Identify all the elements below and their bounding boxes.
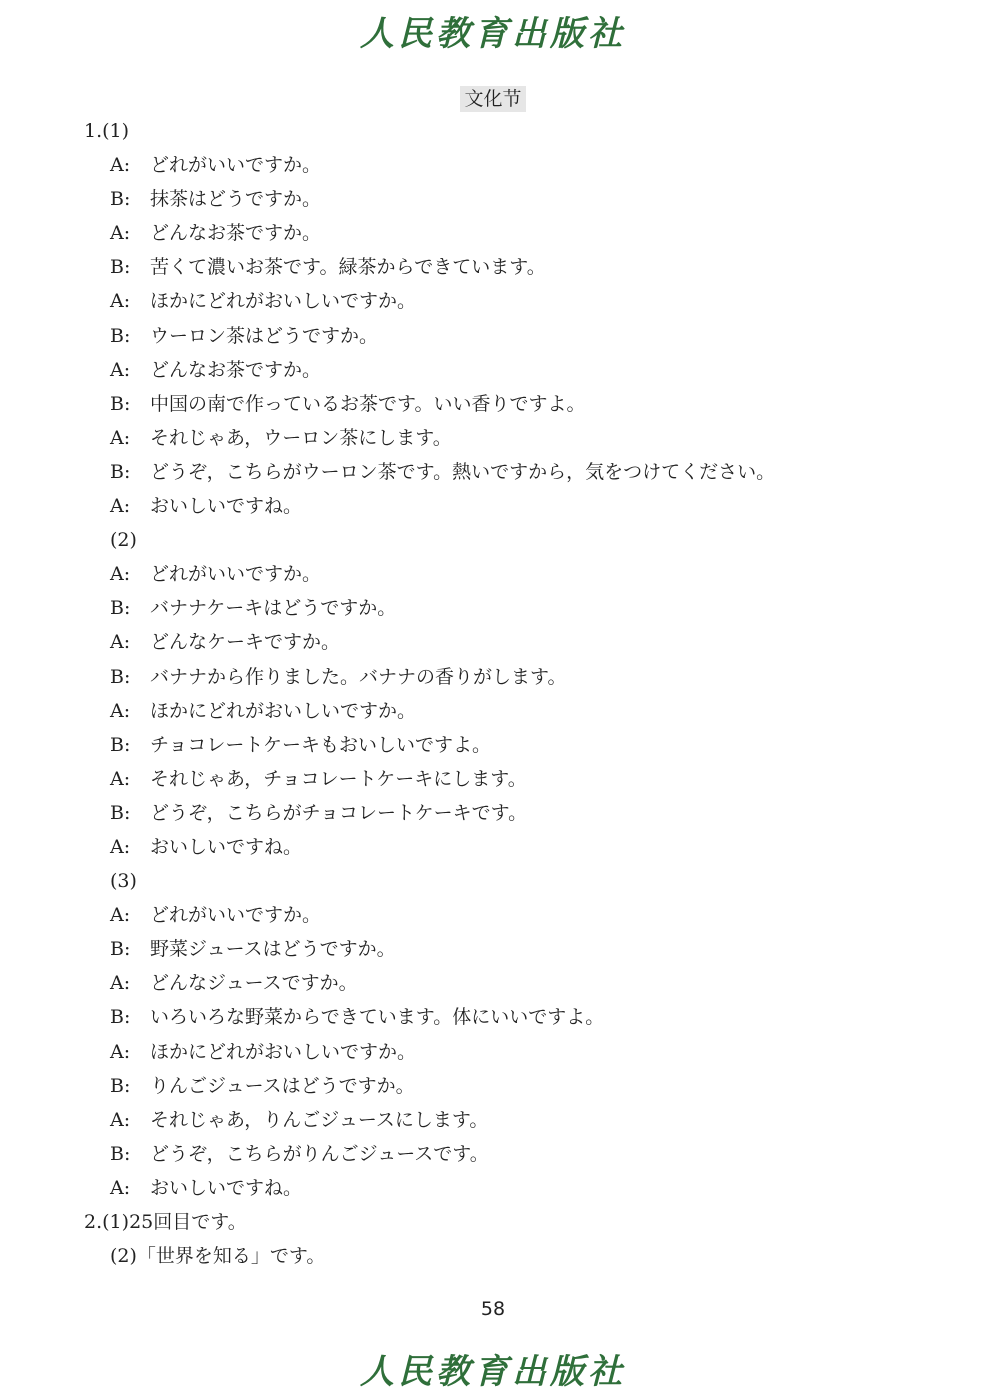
dialogue-line: [84, 1002, 944, 1036]
answer-text: 25回目です。: [129, 1211, 247, 1233]
dialogue-line: [84, 1139, 944, 1173]
dialogue-line: [84, 696, 944, 730]
speaker-label: B:: [110, 324, 131, 347]
dialogue-line: [84, 559, 944, 593]
dialogue-line: [84, 934, 944, 968]
dialogue-line: [84, 662, 944, 696]
speaker-label: B:: [110, 665, 131, 688]
speaker-label: A:: [110, 358, 131, 381]
answer-text: 「世界を知る」です。: [136, 1245, 326, 1268]
dialogue-text: どんなジュースですか。: [150, 972, 358, 995]
dialogue-text: どんなケーキですか。: [150, 631, 341, 654]
dialogue-line: [84, 491, 944, 525]
dialogue-text: どれがいいですか。: [150, 154, 322, 177]
part-label: (3): [110, 870, 137, 893]
dialogue-text: おいしいですね。: [150, 835, 303, 858]
speaker-label: B:: [110, 256, 131, 279]
dialogue-text: 中国の南で作っているお茶です。いい香りですよ。: [150, 392, 586, 415]
speaker-label: A:: [110, 1108, 131, 1131]
dialogue-text: どんなお茶ですか。: [150, 222, 322, 245]
speaker-label: A:: [110, 426, 131, 449]
dialogue-line: [84, 286, 944, 320]
speaker-label: A:: [110, 495, 131, 518]
dialogue-text: 抹茶はどうですか。: [150, 188, 322, 211]
speaker-label: B:: [110, 188, 131, 211]
speaker-label: B:: [110, 1074, 131, 1097]
part-heading: [84, 116, 944, 150]
dialogue-text: チョコレートケーキもおいしいですよ。: [150, 733, 492, 756]
dialogue-line: [84, 1037, 944, 1071]
speaker-label: B:: [110, 733, 131, 756]
dialogue-line: [84, 1173, 944, 1207]
speaker-label: B:: [110, 392, 131, 415]
page-number: 58: [480, 1298, 506, 1320]
speaker-label: A:: [110, 563, 131, 586]
dialogue-line: [84, 355, 944, 389]
dialogue-line: [84, 457, 944, 491]
answer-label: (2): [110, 1245, 137, 1268]
dialogue-line: [84, 252, 944, 286]
dialogue-line: [84, 764, 944, 798]
dialogue-line: [84, 832, 944, 866]
dialogue-text: それじゃあ，チョコレートケーキにします。: [150, 767, 527, 790]
publisher-logo-top: 人民教育出版社: [360, 14, 626, 54]
dialogue-line: [84, 218, 944, 252]
dialogue-text: りんごジュースはどうですか。: [150, 1074, 415, 1097]
dialogue-line: [84, 627, 944, 661]
answer-line: [84, 1241, 944, 1275]
answer-line: [84, 1207, 944, 1241]
speaker-label: A:: [110, 767, 131, 790]
part-label: (1): [102, 120, 130, 142]
dialogue-text: 苦くて濃いお茶です。緑茶からできています。: [150, 256, 546, 279]
dialogue-text: おいしいですね。: [150, 1176, 303, 1199]
dialogue-text: ほかにどれがおいしいですか。: [150, 290, 417, 313]
speaker-label: A:: [110, 904, 131, 927]
dialogue-text: どんなお茶ですか。: [150, 358, 322, 381]
dialogue-text: どうぞ，こちらがウーロン茶です。熱いですから，気をつけてください。: [150, 460, 776, 483]
dialogue-line: [84, 423, 944, 457]
dialogue-text: どれがいいですか。: [150, 563, 322, 586]
answer-label: (1): [102, 1211, 130, 1233]
dialogue-text: それじゃあ，ウーロン茶にします。: [150, 426, 452, 449]
part-heading: [84, 866, 944, 900]
dialogue-line: [84, 968, 944, 1002]
speaker-label: B:: [110, 597, 131, 620]
page-title: [0, 84, 986, 111]
speaker-label: A:: [110, 972, 131, 995]
dialogue-line: [84, 184, 944, 218]
speaker-label: A:: [110, 631, 131, 654]
speaker-label: B:: [110, 1006, 131, 1029]
speaker-label: A:: [110, 835, 131, 858]
dialogue-text: どれがいいですか。: [150, 904, 322, 927]
dialogue-line: [84, 798, 944, 832]
dialogue-line: [84, 593, 944, 627]
speaker-label: A:: [110, 1040, 131, 1063]
answer-content: [84, 116, 944, 1275]
dialogue-text: 野菜ジュースはどうですか。: [150, 938, 396, 961]
speaker-label: A:: [110, 154, 131, 177]
part-label: (2): [110, 529, 137, 552]
dialogue-line: [84, 150, 944, 184]
speaker-label: B:: [110, 1142, 131, 1165]
dialogue-line: [84, 321, 944, 355]
page-title-text: 文化节: [460, 86, 525, 112]
speaker-label: B:: [110, 801, 131, 824]
question-number: 1.: [84, 120, 103, 142]
dialogue-text: ほかにどれがおいしいですか。: [150, 699, 417, 722]
dialogue-text: ウーロン茶はどうですか。: [150, 324, 379, 347]
speaker-label: B:: [110, 938, 131, 961]
dialogue-text: ほかにどれがおいしいですか。: [150, 1040, 417, 1063]
dialogue-line: [84, 1105, 944, 1139]
dialogue-text: それじゃあ，りんごジュースにします。: [150, 1108, 489, 1131]
speaker-label: A:: [110, 290, 131, 313]
dialogue-line: [84, 389, 944, 423]
speaker-label: A:: [110, 222, 131, 245]
dialogue-line: [84, 730, 944, 764]
part-heading: [84, 525, 944, 559]
question-number: 2.: [84, 1211, 103, 1233]
dialogue-text: バナナから作りました。バナナの香りがします。: [150, 665, 567, 688]
dialogue-text: バナナケーキはどうですか。: [150, 597, 397, 620]
speaker-label: A:: [110, 699, 131, 722]
dialogue-text: いろいろな野菜からできています。体にいいですよ。: [150, 1006, 605, 1029]
speaker-label: B:: [110, 460, 131, 483]
speaker-label: A:: [110, 1176, 131, 1199]
dialogue-line: [84, 900, 944, 934]
dialogue-line: [84, 1071, 944, 1105]
dialogue-text: どうぞ，こちらがりんごジュースです。: [150, 1142, 489, 1165]
dialogue-text: おいしいですね。: [150, 495, 303, 518]
dialogue-text: どうぞ，こちらがチョコレートケーキです。: [150, 801, 528, 824]
publisher-logo-bottom: 人民教育出版社: [360, 1352, 626, 1392]
